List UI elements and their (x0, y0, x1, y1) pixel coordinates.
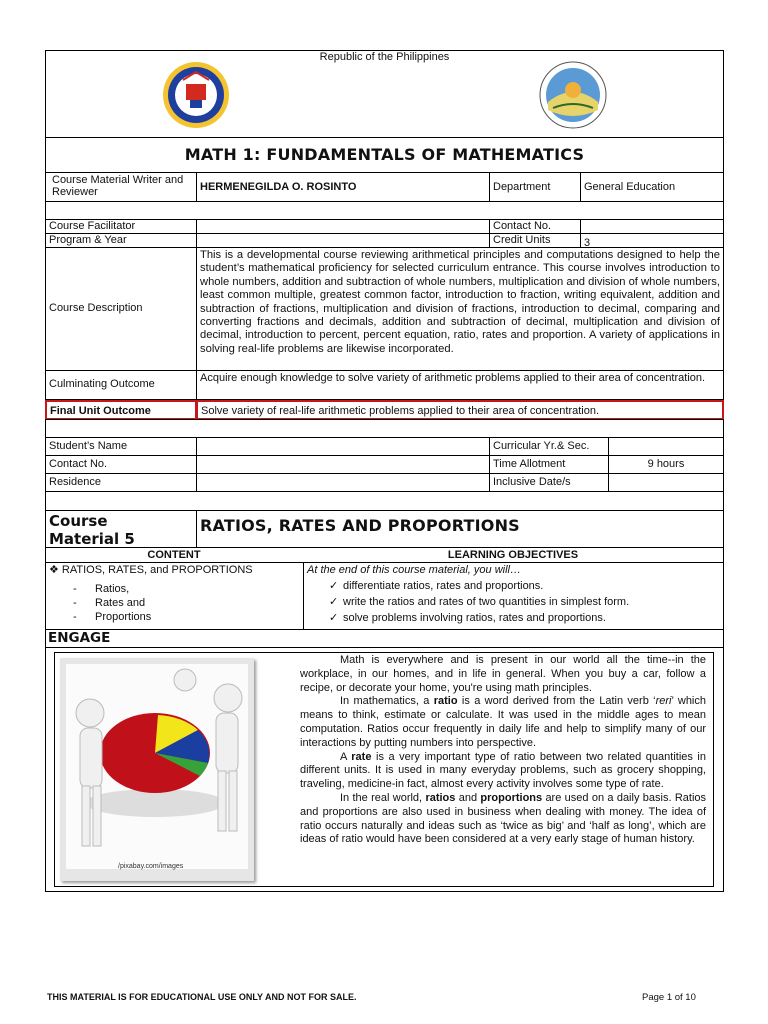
engage-text (300, 654, 706, 847)
student-name-value[interactable] (196, 437, 490, 456)
dates-value[interactable] (608, 473, 724, 492)
content-item: - Ratios, (73, 583, 130, 595)
content-item: - Proportions (73, 611, 152, 623)
diamond-bullet-icon: ❖ (49, 564, 62, 576)
footer-notice: THIS MATERIAL IS FOR EDUCATIONAL USE ONLY AND NOT FOR SALE. (47, 992, 357, 1002)
residence-value[interactable] (196, 473, 490, 492)
content-header: CONTENT (147, 549, 201, 561)
objective-item: ✓ differentiate ratios, rates and proportions. (329, 580, 544, 592)
course-material-line1: Course (49, 512, 108, 530)
objectives-box (303, 562, 724, 630)
writer-value: HERMENEGILDA O. ROSINTO (196, 172, 490, 202)
content-box (45, 562, 304, 630)
image-caption: /pixabay.com/images (118, 863, 184, 870)
curricular-value[interactable] (608, 437, 724, 456)
time-allotment-value: 9 hours (608, 455, 724, 474)
page-number: Page 1 of 10 (642, 992, 696, 1003)
department-value: General Education (580, 172, 724, 202)
description-label: Course Description (45, 247, 197, 371)
content-main: RATIOS, RATES, and PROPORTIONS (61, 564, 253, 576)
engage-header: ENGAGE (48, 630, 111, 646)
time-allotment-label: Time Allotment (489, 455, 609, 474)
objective-item: ✓ write the ratios and rates of two quantities in simplest form. (329, 596, 630, 608)
dates-label: Inclusive Date/s (489, 473, 609, 492)
credit-value: 3 (580, 233, 724, 248)
spacer-row (45, 201, 724, 220)
facilitator-label: Course Facilitator (45, 219, 197, 234)
culminating-label: Culminating Outcome (45, 370, 197, 400)
contact-value[interactable] (580, 219, 724, 234)
material-title: RATIOS, RATES AND PROPORTIONS (196, 510, 724, 548)
final-outcome-label: Final Unit Outcome (45, 400, 197, 420)
spacer-row (45, 491, 724, 511)
republic-heading: Republic of the Philippines (319, 51, 450, 63)
description-value: This is a developmental course reviewing arithmetical principles and computations designed to help the student’s mathematical proficiency for selected curriculum entrance. This course involves introduction to whole numbers, addition and subtraction of whole numbers, multiplication and division of whole numbers, least common multiple, greatest common factor, introduction to fraction, writing equivalent, addition and subtraction of fractions, multiplication and division of fractions, introduction to decimal, comparing and converting fractions and decimals, addition and subtraction of decimal, multiplication and division of decimal, introduction to percent, percent equation, ratio, rates and proportion. A variety of applications in solving real-life problems are likewise incorporated. (196, 247, 724, 371)
checkmark-icon: ✓ (329, 580, 339, 592)
student-name-label: Student’s Name (45, 437, 197, 456)
engage-paragraph: In the real world, ratios and proportions are used on a daily basis. Ratios and proportions are also used in business when dealing with money. The idea of ratio occurs naturally and ideas such as ‘twice as big’ and ‘half as long’, which are ideas of ratio would have been considered at a very early stage of human history. (300, 791, 707, 846)
course-material-label (45, 510, 197, 548)
residence-label: Residence (45, 473, 197, 492)
course-material-line2: Material 5 (49, 530, 135, 548)
curricular-label: Curricular Yr.& Sec. (489, 437, 609, 456)
engage-paragraph: In mathematics, a ratio is a word derived from the Latin verb ‘reri’ which means to think, estimate or calculate. It was used in the middle ages to mean computation. Ratios occur frequently in daily life and help to simplify many of our interactions by putting numbers into perspective. (300, 695, 706, 749)
checkmark-icon: ✓ (329, 596, 339, 608)
objectives-intro: At the end of this course material, you will… (307, 564, 521, 576)
spacer-row (45, 419, 724, 438)
student-contact-value[interactable] (196, 455, 490, 474)
objectives-header: LEARNING OBJECTIVES (447, 549, 579, 561)
engage-paragraph: Math is everywhere and is present in our world all the time--in the workplace, in our homes, and in life in general. When you buy a car, follow a recipe, or decorate your home, you're using math principles. (300, 654, 706, 694)
objective-item: ✓ solve problems involving ratios, rates and proportions. (329, 612, 606, 624)
credit-label: Credit Units (489, 233, 581, 248)
program-value[interactable] (196, 233, 490, 248)
culminating-value: Acquire enough knowledge to solve variety of arithmetic problems applied to their area of concentration. (196, 370, 724, 400)
final-outcome-value: Solve variety of real-life arithmetic problems applied to their area of concentration. (196, 400, 724, 420)
department-label: Department (489, 172, 581, 202)
engage-paragraph: A rate is a very important type of ratio between two related quantities in different units. It is used in many everyday problems, such as grocery shopping, traveling, medicine-in fact, almost every activity involves some type of rate. (300, 750, 706, 791)
contact-label: Contact No. (489, 219, 581, 234)
college-logo (150, 60, 242, 130)
city-seal (528, 60, 618, 130)
page-title: MATH 1: FUNDAMENTALS OF MATHEMATICS (184, 145, 585, 164)
checkmark-icon: ✓ (329, 612, 339, 624)
student-contact-label: Contact No. (45, 455, 197, 474)
program-label: Program & Year (45, 233, 197, 248)
ratio-illustration (60, 658, 254, 881)
content-item: - Rates and (73, 597, 146, 609)
writer-label: Course Material Writer and Reviewer (45, 172, 197, 202)
facilitator-value[interactable] (196, 219, 490, 234)
